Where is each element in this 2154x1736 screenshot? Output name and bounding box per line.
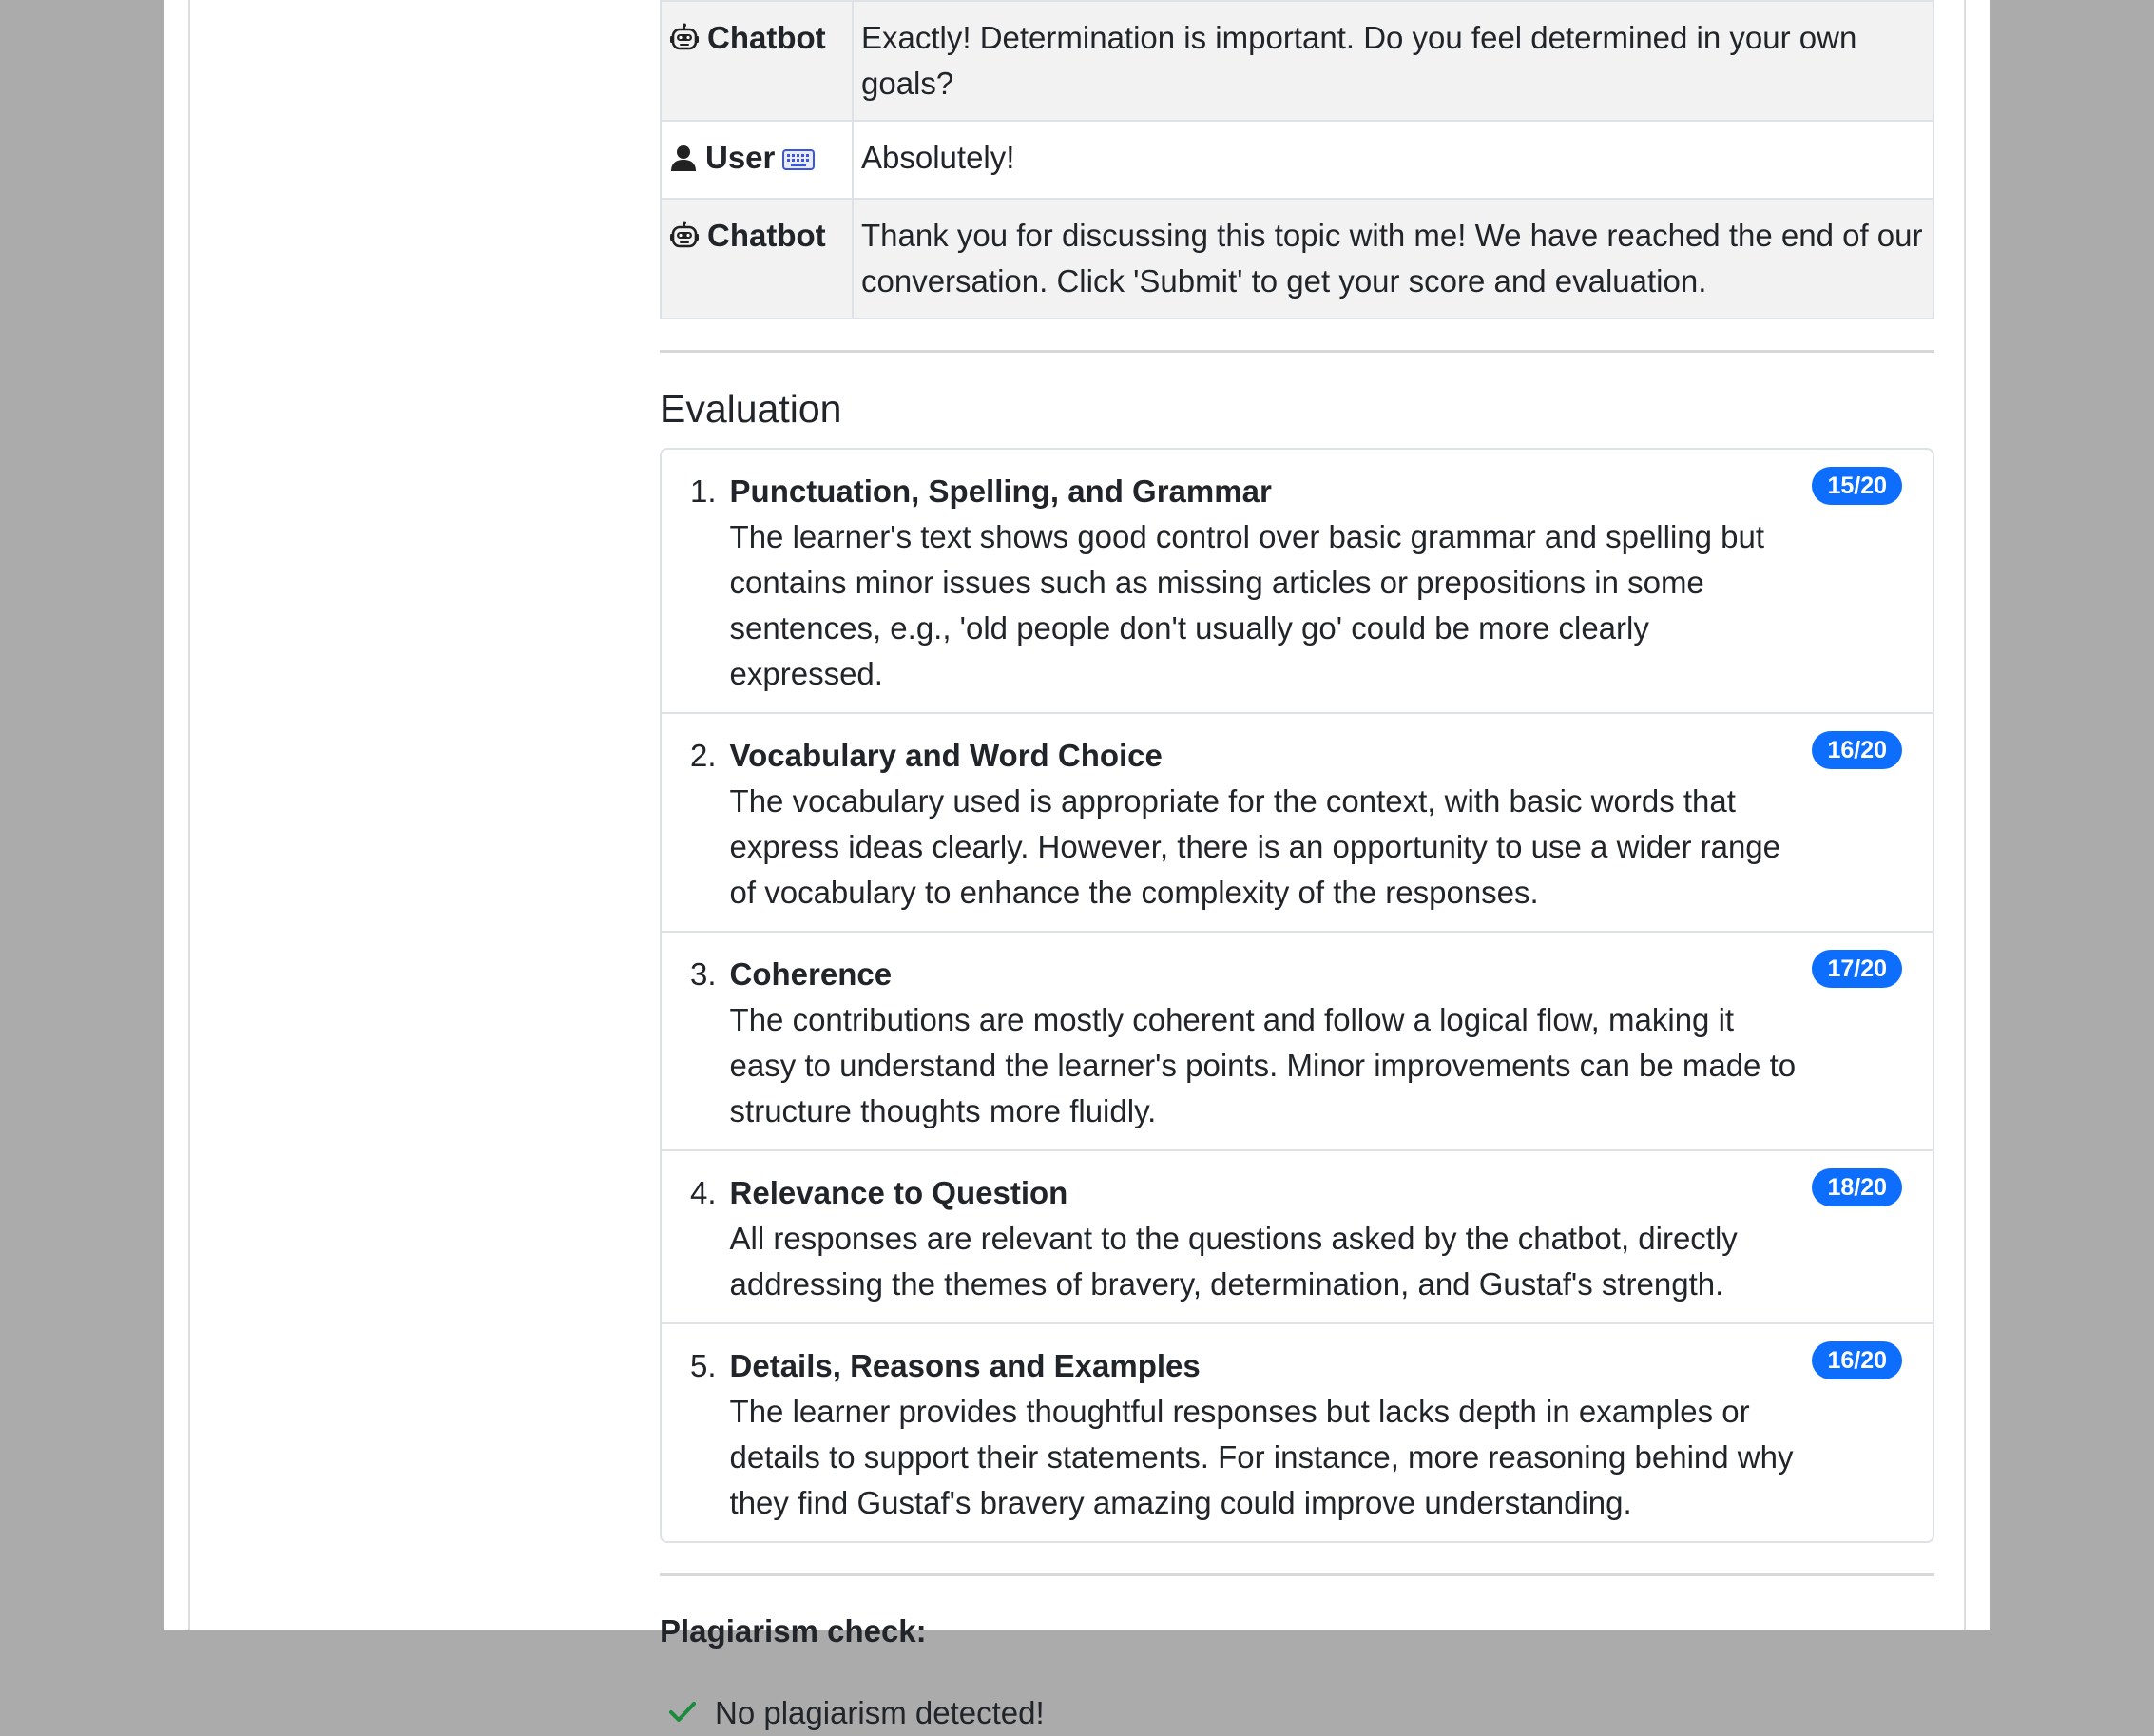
evaluation-item	[662, 1324, 1933, 1541]
speaker-label: Chatbot	[707, 20, 826, 55]
item-number: 5.	[690, 1348, 717, 1383]
page-right-border	[1964, 0, 1966, 1630]
divider	[660, 350, 1934, 353]
item-heading: Relevance to Question	[729, 1175, 1068, 1210]
item-number: 3.	[690, 956, 717, 992]
score-badge: 16/20	[1812, 1341, 1902, 1379]
evaluation-item	[662, 714, 1933, 933]
chat-message: Absolutely!	[853, 121, 1933, 199]
keyboard-icon	[782, 137, 815, 183]
item-description: The learner's text shows good control over basic grammar and spelling but contains minor issues such as missing articles or prepositions in some sentences, e.g., 'old people don't usually go' could be more clearly expressed.	[729, 519, 1765, 691]
chat-message: Exactly! Determination is important. Do you feel determined in your own goals?	[853, 1, 1933, 121]
chat-row-user	[661, 121, 1933, 199]
evaluation-title: Evaluation	[660, 387, 842, 431]
robot-icon	[669, 217, 700, 262]
divider	[660, 1573, 1934, 1576]
item-body	[730, 469, 1804, 697]
chat-speaker	[661, 199, 853, 318]
robot-icon	[669, 19, 700, 65]
chat-row-bot	[661, 199, 1933, 318]
item-body	[730, 733, 1804, 916]
speaker-label: User	[705, 140, 776, 175]
item-description: The contributions are mostly coherent and follow a logical flow, making it easy to understand the learner's points. Minor improvements can be made to structure thoughts more fluidly.	[729, 1002, 1797, 1128]
plagiarism-result	[660, 1690, 1934, 1736]
evaluation-item	[662, 450, 1933, 714]
item-number: 1.	[690, 473, 717, 509]
item-body	[730, 1170, 1804, 1307]
speaker-label: Chatbot	[707, 218, 826, 253]
chat-speaker	[661, 121, 853, 199]
chat-row-bot	[661, 1, 1933, 121]
item-heading: Details, Reasons and Examples	[729, 1348, 1201, 1383]
evaluation-item	[662, 1151, 1933, 1324]
item-heading: Coherence	[729, 956, 893, 992]
plagiarism-title: Plagiarism check:	[660, 1613, 927, 1649]
evaluation-item	[662, 933, 1933, 1151]
checkmark-icon	[669, 1690, 696, 1736]
user-icon	[669, 139, 698, 184]
page-left-border	[188, 0, 190, 1630]
evaluation-list	[660, 448, 1934, 1543]
item-body	[730, 1343, 1804, 1526]
item-description: The learner provides thoughtful responses but lacks depth in examples or details to support their statements. For instance, more reasoning behind why they find Gustaf's bravery amazing could improve understanding.	[729, 1394, 1794, 1520]
score-badge: 18/20	[1812, 1168, 1902, 1206]
item-heading: Vocabulary and Word Choice	[729, 738, 1163, 773]
score-badge: 17/20	[1812, 950, 1902, 988]
chat-transcript-table	[660, 0, 1934, 319]
item-heading: Punctuation, Spelling, and Grammar	[729, 473, 1272, 509]
item-number: 4.	[690, 1175, 717, 1210]
item-description: The vocabulary used is appropriate for the context, with basic words that express ideas clearly. However, there is an opportunity to use a wider range of vocabulary to enhance the complexity of the responses.	[729, 783, 1780, 910]
score-badge: 15/20	[1812, 467, 1902, 505]
item-number: 2.	[690, 738, 717, 773]
item-body	[730, 952, 1804, 1134]
chat-message: Thank you for discussing this topic with me! We have reached the end of our conversation. Click 'Submit' to get your score and evaluation.	[853, 199, 1933, 318]
main-content	[660, 0, 1934, 1736]
chat-speaker	[661, 1, 853, 121]
plagiarism-result-text: No plagiarism detected!	[715, 1695, 1045, 1730]
item-description: All responses are relevant to the questions asked by the chatbot, directly addressing the themes of bravery, determination, and Gustaf's strength.	[729, 1221, 1738, 1302]
score-badge: 16/20	[1812, 731, 1902, 769]
